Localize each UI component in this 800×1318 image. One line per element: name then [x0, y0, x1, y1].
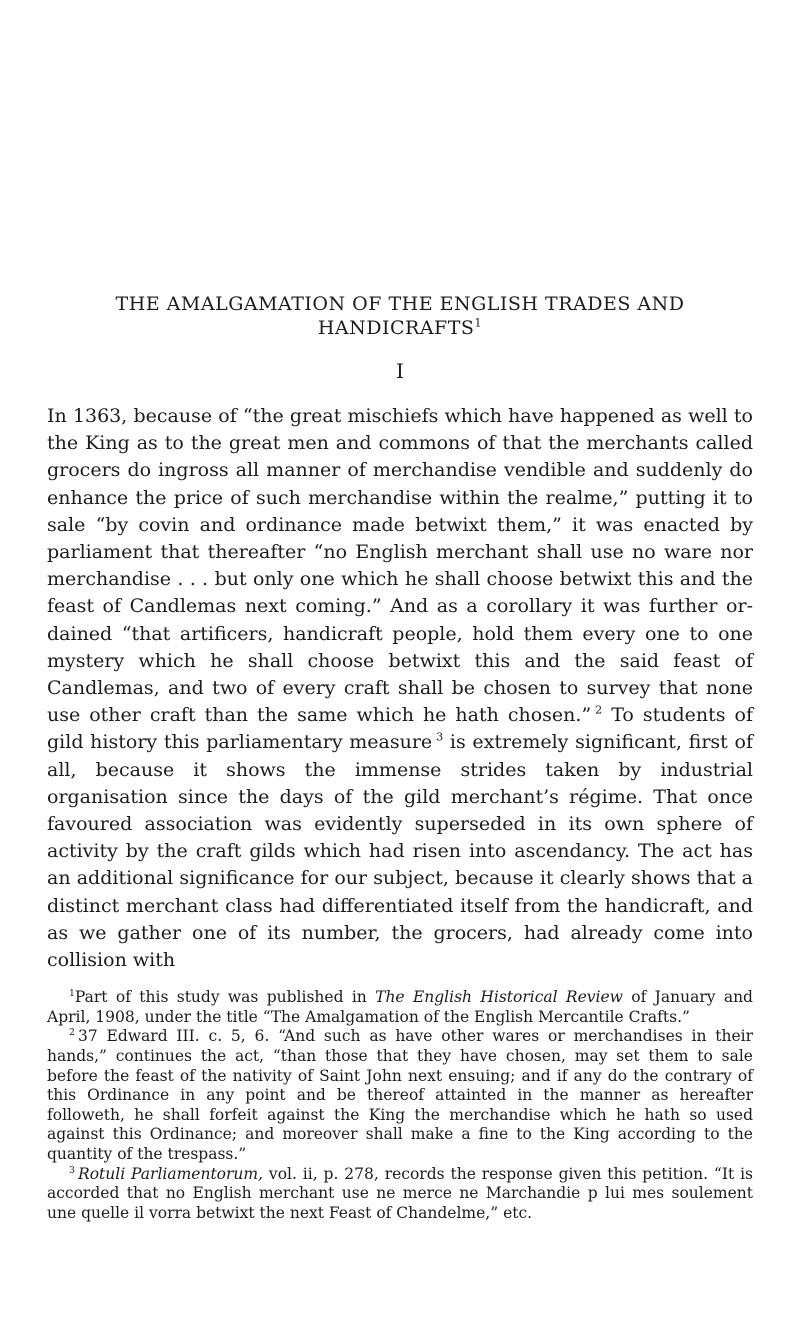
footnote-2-text: 37 Edward III. c. 5, 6. “And such as have other wares or merchandises in their hands,” continues the act, “than those that they have chosen, may set them to sale before the feast of the nativity of Saint John next ensuing; and if any do the contrary of this Ordinance in any point and be thereof attainted in the manner as hereafter followeth, he shall forfeit against the King the merchandise which he hath so used against this Ordinance; and moreover shall make a fine to the King according to the quantity of the trespass.”: [47, 1027, 753, 1164]
footnote-2: [47, 1027, 753, 1164]
body-text-part-1: In 1363, because of “the great mischiefs which have happened as well to the King as to the great men and commons of that the merchants called grocers do ingross all manner of merchandise vendible and suddenly do enhance the price of such merchandise within the realme,” putting it to sale “by covin and ordinance made betwixt them,” it was enacted by parliament that thereafter “no English merchant shall use no ware nor merchandise . . . but only one which he shall choose betwixt this and the feast of Candlemas next coming.” And as a corollary it was further ordained “that artificers, handicraft people, hold them every one to one mystery which he shall choose betwixt this and the said feast of Candlemas, and two of every craft shall be chosen to survey that none use other craft than the same which he hath chosen.”: [47, 405, 753, 727]
body-text-part-3: is extremely significant, first of all, because it shows the immense strides taken by industrial organisation since the days of the gild merchant’s régime. That once favoured association was evidently superseded in its own sphere of activity by the craft gilds which had risen into ascendancy. The act has an additional significance for our subject, because it clearly shows that a distinct merchant class had differentiated itself from the handicraft, and as we gather one of its number, the grocers, had already come into collision with: [47, 731, 753, 972]
footnote-ref-3: 3: [435, 730, 444, 745]
footnote-1-number: 1: [69, 988, 75, 1000]
footnote-1-text-a: Part of this study was published in: [74, 988, 376, 1007]
chapter-title: [47, 292, 753, 340]
footnote-1-text-c: of January and April, 1908, under the title “The Amalgamation of the English Mercantile Crafts.”: [47, 988, 753, 1026]
footnote-3-text: vol. ii, p. 278, records the response given this petition. “It is accorded that no English merchant use ne merce ne Marchandie p lui mes soulement une quelle il vorra betwixt the next Feast of Chandelme,” etc.: [47, 1164, 753, 1222]
footnote-ref-2: 2: [594, 702, 603, 717]
page: [47, 0, 753, 1223]
footnote-3: [47, 1165, 753, 1224]
footnote-2-number: 2: [69, 1027, 75, 1039]
chapter-title-line-1: THE AMALGAMATION OF THE ENGLISH TRADES AND: [115, 293, 685, 315]
footnote-1: [47, 988, 753, 1027]
body-paragraph: [47, 403, 753, 974]
section-number: I: [396, 359, 404, 383]
chapter-title-line-2: HANDICRAFTS: [317, 317, 475, 339]
footnote-3-number: 3: [69, 1164, 75, 1176]
footnote-3-source: Rotuli Parliamentorum,: [78, 1164, 264, 1183]
body-text-part-2: To students of gild history this parliamentary measure: [47, 704, 753, 754]
footnote-1-journal: The English Historical Review: [375, 988, 623, 1007]
title-footnote-ref: 1: [474, 315, 483, 330]
footnotes: [47, 988, 753, 1223]
